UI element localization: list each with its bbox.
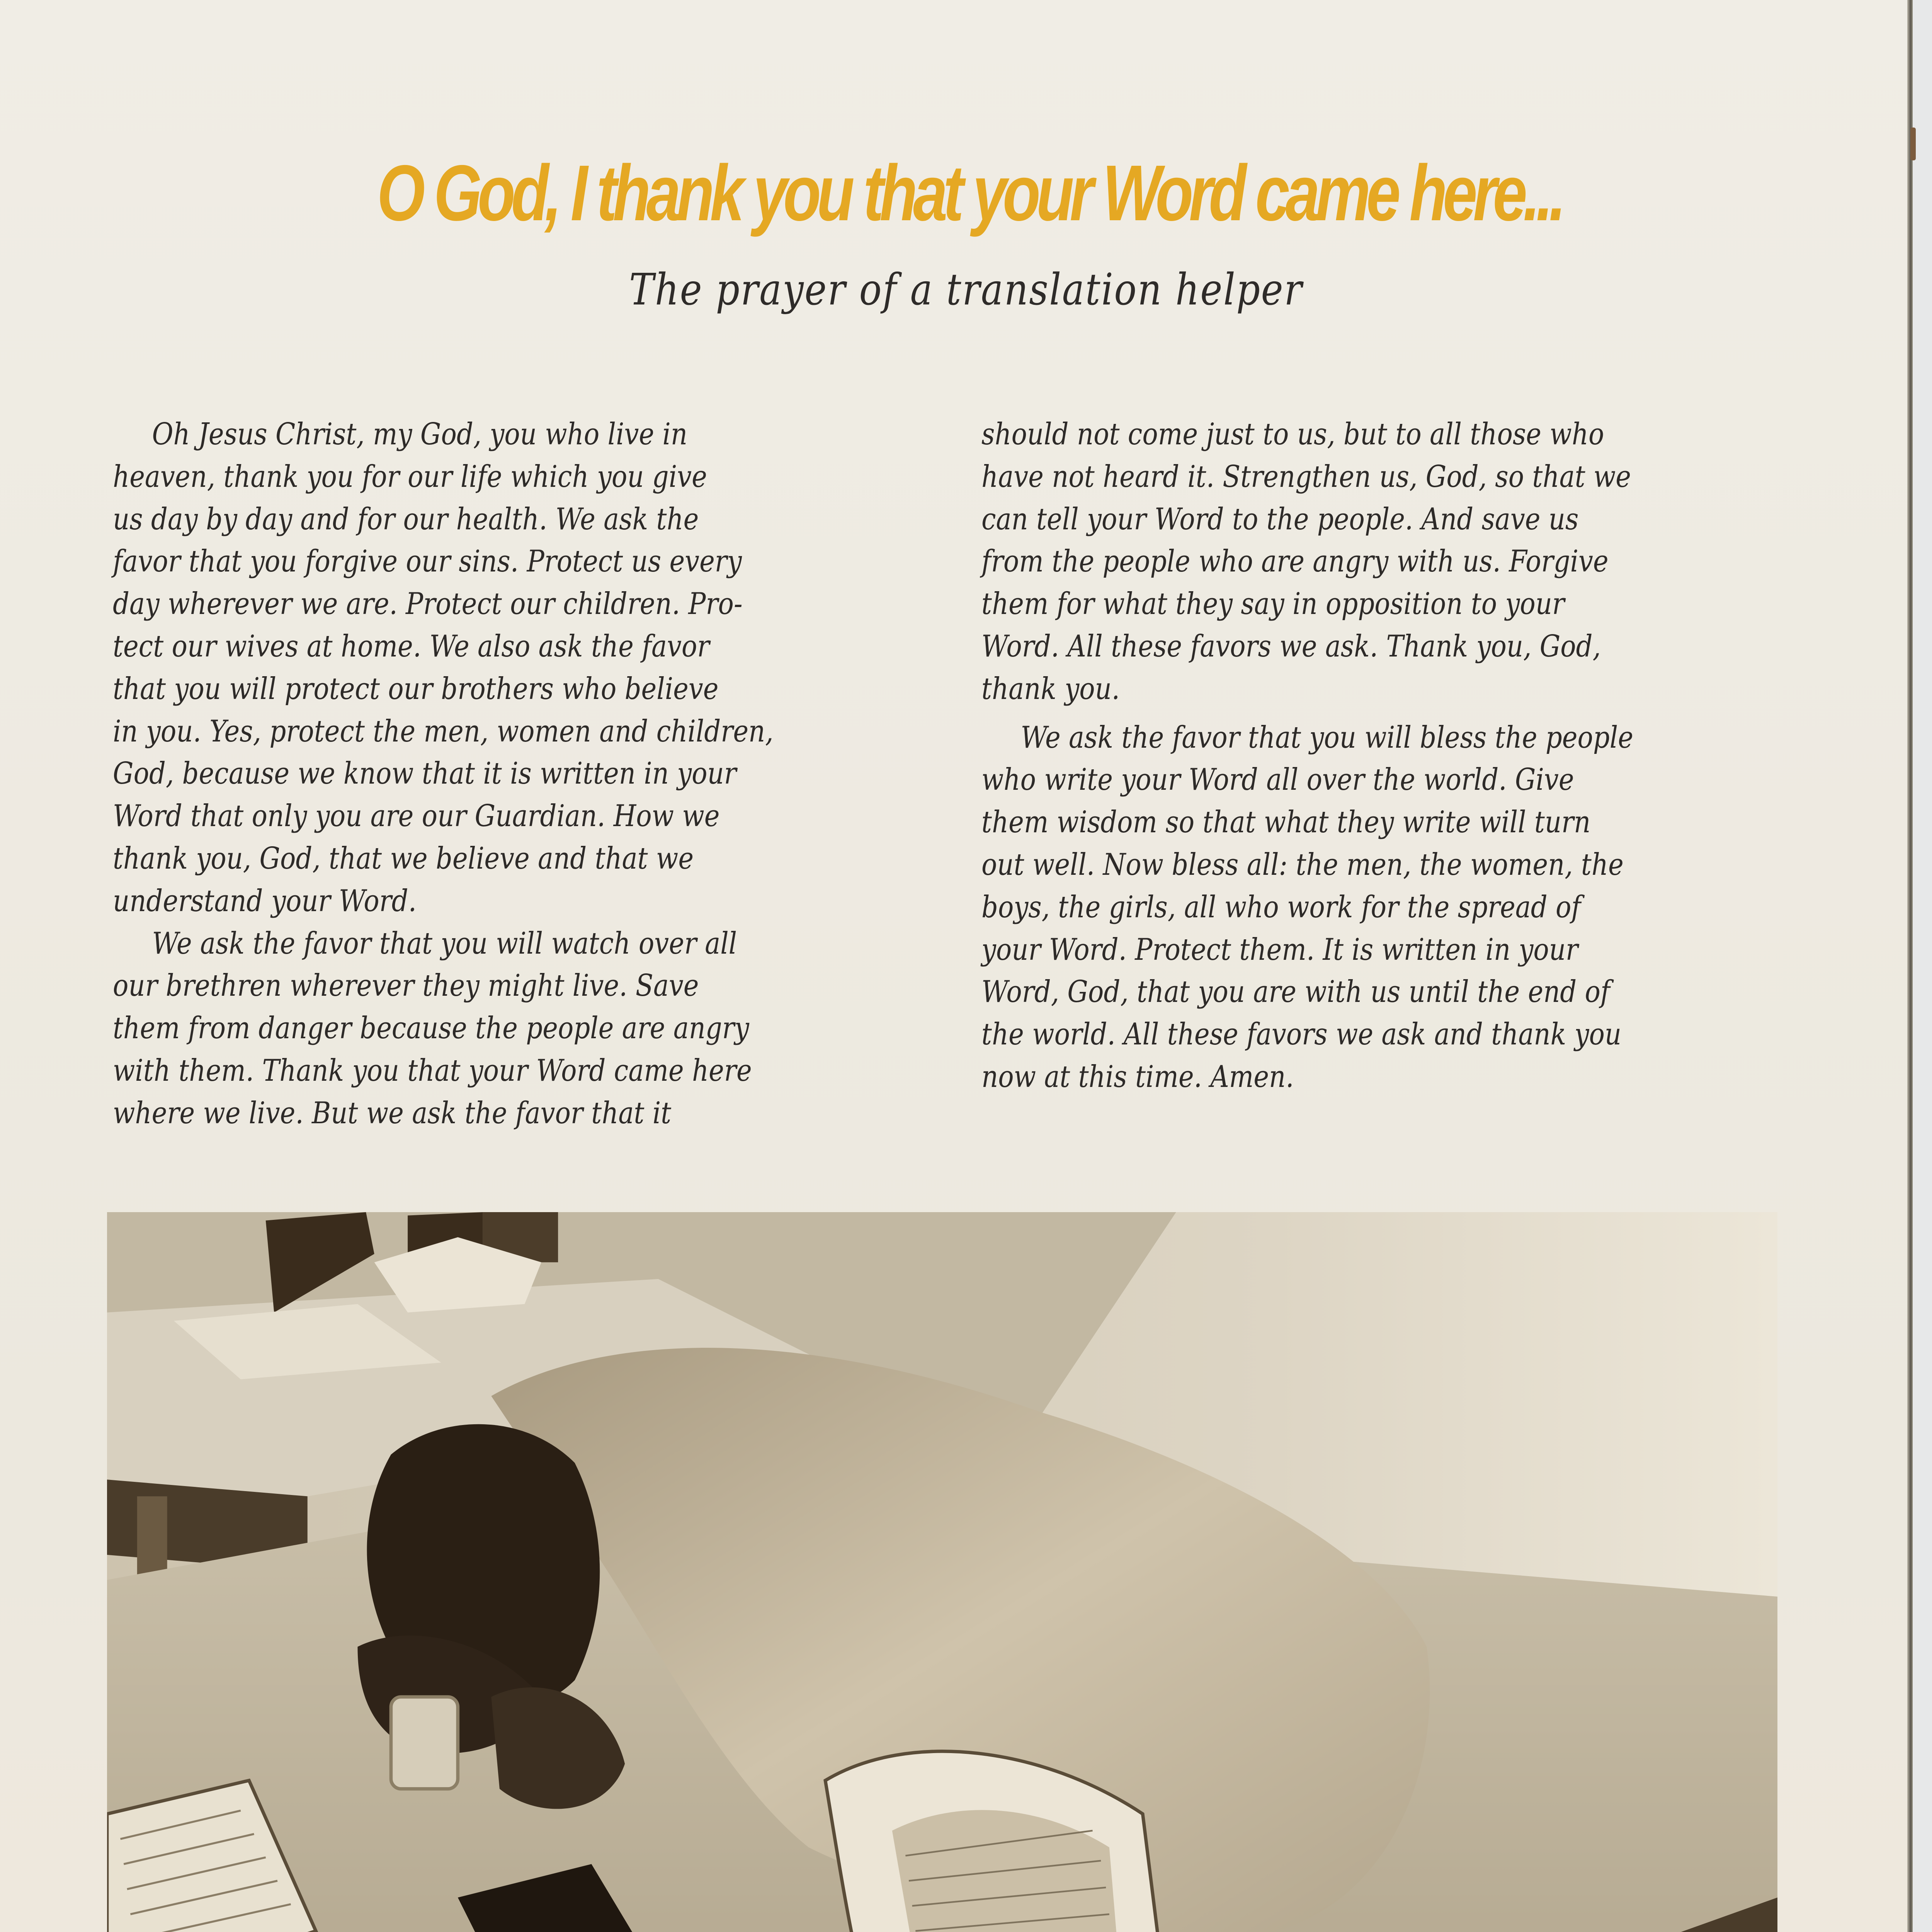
prayer-line: favor that you forgive our sins. Protect us every xyxy=(113,544,742,579)
prayer-line: where we live. But we ask the favor that it xyxy=(113,1095,672,1131)
prayer-line: them for what they say in opposition to your xyxy=(981,587,1565,622)
prayer-line: us day by day and for our health. We ask the xyxy=(113,502,699,537)
page-subtitle: The prayer of a translation helper xyxy=(629,265,1303,315)
prayer-line: in you. Yes, protect the men, women and children, xyxy=(113,714,774,749)
prayer-line: We ask the favor that you will bless the people xyxy=(1020,720,1633,755)
paragraph-gap xyxy=(981,711,1785,717)
prayer-line: have not heard it. Strengthen us, God, so that we xyxy=(981,459,1631,494)
prayer-line: that you will protect our brothers who believe xyxy=(113,671,719,706)
page-title: O God, I thank you that your Word came here... xyxy=(377,149,1562,237)
prayer-column-right xyxy=(981,413,1785,1099)
prayer-line: should not come just to us, but to all those who xyxy=(981,417,1604,452)
photo-illustration xyxy=(107,1212,1777,1932)
prayer-line: God, because we know that it is written in your xyxy=(113,756,736,791)
prayer-line: Word, God, that you are with us until the end of xyxy=(981,975,1610,1010)
prayer-line: Oh Jesus Christ, my God, you who live in xyxy=(152,417,688,452)
prayer-line: boys, the girls, all who work for the spread of xyxy=(981,889,1581,925)
page-edge xyxy=(1907,0,1913,1932)
prayer-line: thank you, God, that we believe and that we xyxy=(113,841,694,876)
prayer-line: day wherever we are. Protect our children. Pro- xyxy=(113,587,743,622)
prayer-line: our brethren wherever they might live. Save xyxy=(113,968,699,1003)
prayer-line: out well. Now bless all: the men, the women, the xyxy=(981,847,1624,882)
prayer-line: the world. All these favors we ask and thank you xyxy=(981,1017,1622,1052)
photo-glass xyxy=(391,1697,458,1789)
prayer-line: them wisdom so that what they write will turn xyxy=(981,805,1591,840)
prayer-line: Word that only you are our Guardian. How we xyxy=(113,799,720,834)
prayer-line: thank you. xyxy=(981,671,1120,706)
prayer-line: who write your Word all over the world. Give xyxy=(981,762,1574,798)
prayer-line: now at this time. Amen. xyxy=(981,1059,1294,1094)
prayer-line: tect our wives at home. We also ask the favor xyxy=(113,629,710,664)
prayer-line: can tell your Word to the people. And save us xyxy=(981,502,1579,537)
prayer-line: understand your Word. xyxy=(113,883,417,918)
prayer-line: them from danger because the people are angry xyxy=(113,1011,749,1046)
prayer-line: from the people who are angry with us. Forgive xyxy=(981,544,1609,579)
prayer-line: with them. Thank you that your Word came here xyxy=(113,1053,752,1088)
prayer-line: heaven, thank you for our life which you give xyxy=(113,459,707,494)
prayer-column-left xyxy=(113,413,932,1135)
prayer-line: your Word. Protect them. It is written in your xyxy=(981,932,1578,967)
prayer-line: We ask the favor that you will watch over all xyxy=(152,926,737,961)
staple xyxy=(1910,128,1916,160)
photo-man-praying-over-books xyxy=(107,1212,1777,1932)
prayer-line: Word. All these favors we ask. Thank you, God, xyxy=(981,629,1601,664)
